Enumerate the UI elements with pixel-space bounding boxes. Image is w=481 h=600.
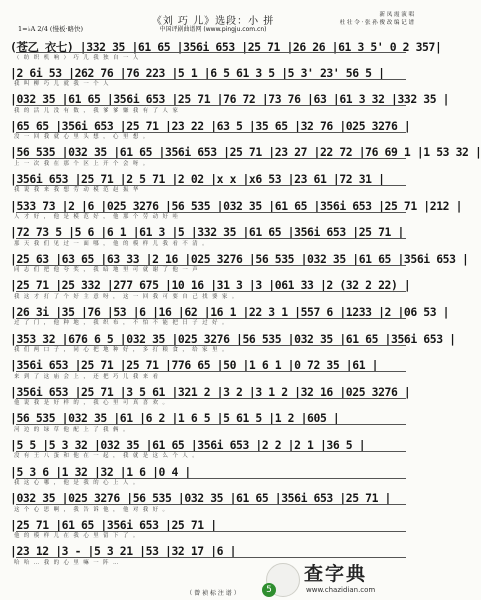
melody-line: |2 6i 53 |262 76 |76 223 |5 1 |6 5 61 3 5 |5 3' 23' 56 5 | bbox=[10, 65, 385, 80]
credit-singer: 新 凤 霞 演 唱 bbox=[379, 12, 414, 18]
source-site: 中国评剧曲谱网 (www.pingju.com.cn) bbox=[159, 26, 267, 33]
watermark-logo bbox=[266, 557, 426, 600]
score-system bbox=[0, 490, 426, 517]
melody-line: |353 32 |676 6 5 |032 35 |025 3276 |56 535 |032 35 |61 65 |356i 653 | bbox=[10, 331, 456, 346]
score-system bbox=[0, 118, 426, 145]
lyrics-line: 这 个 心 思 啊 ， 我 告 诉 他 ， 他 对 我 好 。 bbox=[14, 506, 170, 513]
lyrics-line: 我 说 我 来 我 想 劳 动 模 范 赵 振 华 bbox=[14, 187, 140, 194]
melody-line: |356i 653 |25 71 |2 5 71 |2 02 |x x |x6 53 |23 61 |72 31 | bbox=[10, 171, 385, 186]
score-system bbox=[0, 357, 426, 384]
lyrics-line: 人 才 好 ， 他 是 模 范 好 ， 他 那 个 劳 动 好 哇 bbox=[14, 214, 180, 221]
melody-line: (苍乙 衣七) |332 35 |61 65 |356i 653 |25 71 |26 26 |61 3 5' 0 2 357| bbox=[10, 40, 442, 54]
melody-line: |5 3 6 |1 32 |32 |1 6 |0 4 | bbox=[10, 464, 191, 479]
score-system bbox=[0, 224, 426, 251]
score-system bbox=[0, 198, 463, 225]
score-system bbox=[0, 384, 426, 411]
lyrics-line: 河 边 的 绿 草 他 配 上 了 我 俩 。 bbox=[14, 426, 130, 433]
melody-line: |533 73 |2 |6 |025 3276 |56 535 |032 35 |61 65 |356i 653 |25 71 |212 | bbox=[10, 198, 463, 213]
lyrics-line: 上 一 次 我 在 那 个 区 上 开 个 会 呀 。 bbox=[14, 160, 150, 167]
lyrics-line: 那 天 我 们 见 过 一 面 哪 ， 他 的 模 样 儿 我 看 不 清 。 bbox=[14, 240, 209, 247]
score-system bbox=[0, 277, 426, 304]
melody-line: |23 12 |3 - |5 3 21 |53 |32 17 |6 | bbox=[10, 544, 237, 559]
melody-line: |25 71 |61 65 |356i 653 |25 71 | bbox=[10, 517, 217, 532]
lyrics-line: 他 的 模 样 儿 在 我 心 里 留 下 了 。 bbox=[14, 533, 140, 540]
lyrics-line: 我 的 活 儿 没 有 数 ， 我 爹 爹 嫌 我 有 了 人 家 bbox=[14, 107, 180, 114]
score-system bbox=[0, 437, 426, 464]
melody-line: |26 3i |35 |76 |53 |6 |16 |62 |16 1 |22 3 1 |557 6 |1233 |2 |06 53 | bbox=[10, 304, 450, 319]
lyrics-line: （ 纺 织 机 响 ） 巧 儿 我 独 自 一 人 bbox=[14, 54, 140, 61]
score-body bbox=[0, 38, 481, 570]
lyrics-line: 我 这 心 哪 ， 他 是 我 的 心 上 人 。 bbox=[14, 480, 140, 486]
score-system bbox=[0, 331, 456, 358]
score-system bbox=[0, 171, 426, 198]
score-system bbox=[0, 91, 450, 118]
melody-line: |032 35 |61 65 |356i 653 |25 71 |76 72 |73 76 |63 |61 3 32 |332 35 | bbox=[10, 92, 450, 107]
melody-line: |56 535 |032 35 |61 65 |356i 653 |25 71 |23 27 |22 72 |76 69 1 |1 53 32 | bbox=[10, 145, 481, 160]
score-system bbox=[0, 304, 450, 331]
melody-line: |5 5 |5 3 32 |032 35 |61 65 |356i 653 |2 2 |2 1 |36 5 | bbox=[10, 437, 366, 452]
score-title: 《刘 巧 儿》选段：小 拼 bbox=[151, 16, 275, 27]
melody-line: |356i 653 |25 71 |3 5 61 |321 2 |3 2 |3 1 2 |32 16 |025 3276 | bbox=[10, 384, 411, 399]
key-signature: 1=♭A 2/4 (慢板·略快) bbox=[18, 25, 84, 33]
logo-url: www.chazidian.com bbox=[306, 586, 376, 594]
melody-line: |56 535 |032 35 |61 |6 2 |1 6 5 |5 61 5 |1 2 |605 | bbox=[10, 411, 340, 426]
lyrics-line: 过 了 门 ， 他 种 地 ， 我 织 布 ， 不 怕 不 能 把 日 子 过 好 。 bbox=[14, 320, 229, 327]
lyrics-line: 他 说 我 是 好 样 的 ， 我 心 里 可 真 喜 欢 。 bbox=[14, 400, 170, 407]
score-system bbox=[0, 410, 426, 437]
lyrics-line: 我 这 才 打 了 个 好 主 意 呀 ， 这 一 回 我 可 要 自 己 找 婆 家 。 bbox=[14, 293, 239, 300]
lyrics-line: 没 有 王 八 蛋 和 他 在 一 起 ， 我 就 是 这 么 个 人 。 bbox=[14, 453, 200, 460]
logo-badge: 5 bbox=[262, 583, 276, 597]
lyrics-line: 哈 哈 … 我 的 心 里 嘛 一 阵 … bbox=[14, 559, 120, 566]
score-system bbox=[0, 144, 481, 171]
melody-line: |65 65 |356i 653 |25 71 |23 22 |63 5 |35 65 |32 76 |025 3276 | bbox=[10, 118, 411, 133]
score-system bbox=[0, 251, 469, 278]
lyrics-line: 同 志 们 把 他 夸 奖 ， 我 暗 地 里 可 就 谢 了 他 一 声 bbox=[14, 267, 200, 274]
logo-name: 查字典 bbox=[304, 563, 368, 585]
score-system bbox=[0, 65, 426, 92]
melody-line: |72 73 5 |5 6 |6 1 |61 3 |5 |332 35 |61 65 |356i 653 |25 71 | bbox=[10, 225, 404, 240]
melody-line: |032 35 |025 3276 |56 535 |032 35 |61 65 |356i 653 |25 71 | bbox=[10, 491, 392, 506]
lyrics-line: 没 一 回 我 就 心 里 头 想 ， 心 里 想 。 bbox=[14, 134, 150, 141]
score-system bbox=[0, 38, 442, 65]
footer-note: （ 曾 祯 标 注 谱 ） bbox=[186, 590, 240, 597]
score-system bbox=[0, 464, 426, 491]
melody-line: |25 71 |25 332 |277 675 |10 16 |31 3 |3 |061 33 |2 (32 2 22) | bbox=[10, 278, 411, 293]
melody-line: |25 63 |63 65 |63 33 |2 16 |025 3276 |56 535 |032 35 |61 65 |356i 653 | bbox=[10, 251, 469, 266]
credit-arranger: 杜 壮 令 · 张 孙 俊 改 编 记 谱 bbox=[339, 20, 414, 26]
lyrics-line: 我 叫 柳 巧 儿 就 我 一 个 人 bbox=[14, 81, 110, 88]
melody-line: |356i 653 |25 71 |25 71 |776 65 |50 |1 6 1 |0 72 35 |61 | bbox=[10, 358, 379, 373]
lyrics-line: 来 到 了 这 庙 会 上 ， 还 把 巧 儿 我 来 看 bbox=[14, 373, 160, 380]
score-system bbox=[0, 517, 426, 544]
lyrics-line: 我 们 两 口 子 ， 同 心 把 地 种 好 ， 多 打 粮 食 ， 给 家 里 。 bbox=[14, 347, 229, 354]
